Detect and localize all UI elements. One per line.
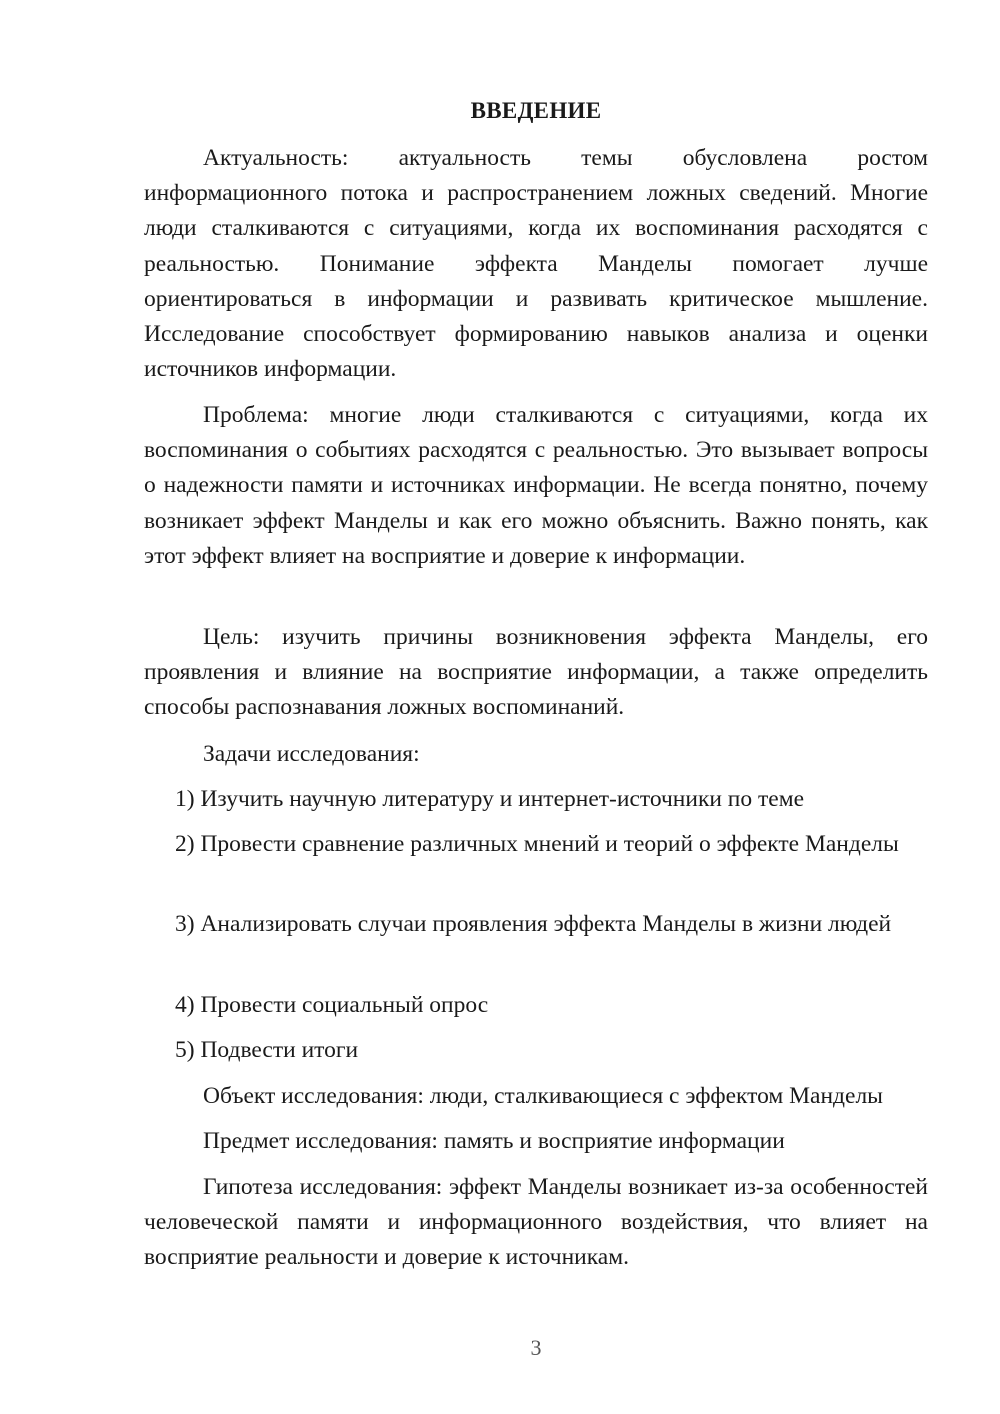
task-item: 5) Подвести итоги	[175, 1037, 359, 1063]
tasks-heading: Задачи исследования:	[203, 741, 420, 767]
problem-paragraph: Проблема: многие люди сталкиваются с ситуациями, когда их воспоминания о событиях расходятся с реальностью. Это вызывает вопросы о надежности памяти и источниках информации. Не всегда понятно, почему возникает эффект Манделы и как его можно объяснить. Важно понять, как этот эффект влияет на восприятие и доверие к информации.	[144, 402, 928, 569]
problem-paragraph-block	[144, 398, 928, 574]
hypothesis-paragraph: Гипотеза исследования: эффект Манделы возникает из-за особенностей человеческой памяти и информационного воздействия, что влияет на восприятие реальности и доверие к источникам.	[144, 1174, 928, 1271]
page-number: 3	[530, 1335, 542, 1360]
goal-paragraph-block	[144, 620, 928, 726]
task-item-3-block	[144, 907, 928, 942]
relevance-paragraph: Актуальность: актуальность темы обусловлена ростом информационного потока и распространением ложных сведений. Многие люди сталкиваются с ситуациями, когда их воспоминания расходятся с реальностью. Понимание эффекта Манделы помогает лучше ориентироваться в информации и развивать критическое мышление. Исследование способствует формированию навыков анализа и оценки источников информации.	[144, 145, 928, 383]
hypothesis-paragraph-block	[144, 1170, 928, 1276]
task-item: 2) Провести сравнение различных мнений и теорий о эффекте Манделы	[175, 831, 899, 857]
subject-paragraph-block	[144, 1124, 928, 1159]
task-item-4-block	[144, 988, 928, 1023]
task-item: 1) Изучить научную литературу и интернет-источники по теме	[175, 786, 805, 812]
subject-paragraph: Предмет исследования: память и восприятие информации	[203, 1128, 785, 1154]
tasks-heading-block	[144, 737, 928, 772]
task-item: 3) Анализировать случаи проявления эффекта Манделы в жизни людей	[175, 911, 892, 937]
section-title: ВВЕДЕНИЕ	[470, 98, 602, 123]
task-item-1-block	[144, 782, 928, 817]
relevance-paragraph-block	[144, 141, 928, 387]
goal-paragraph: Цель: изучить причины возникновения эффекта Манделы, его проявления и влияние на восприятие информации, а также определить способы распознавания ложных воспоминаний.	[144, 624, 928, 721]
task-item-2-block	[144, 827, 928, 862]
object-paragraph-block	[144, 1079, 928, 1114]
task-item: 4) Провести социальный опрос	[175, 992, 489, 1018]
task-item-5-block	[144, 1033, 928, 1068]
object-paragraph: Объект исследования: люди, сталкивающиеся с эффектом Манделы	[203, 1083, 883, 1109]
